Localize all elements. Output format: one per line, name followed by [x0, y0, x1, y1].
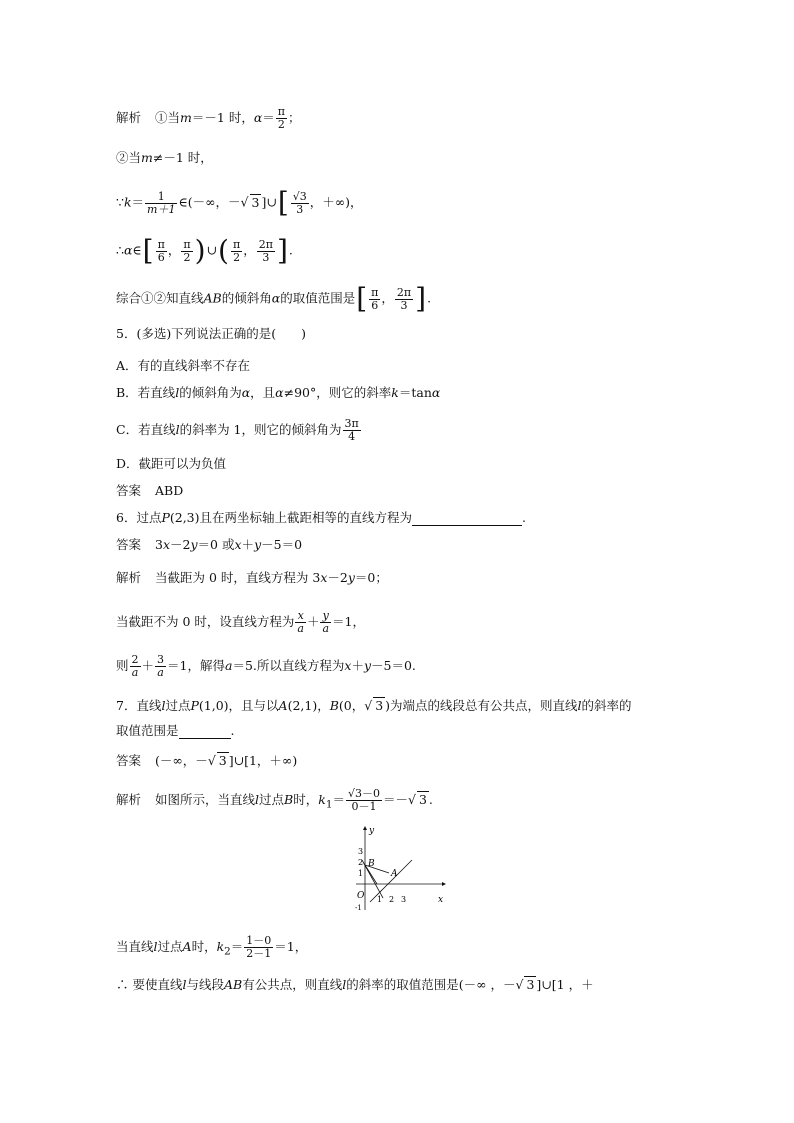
sqrt-radicand: 3	[526, 977, 535, 992]
numerator: 2π	[396, 285, 412, 299]
sqrt-radicand: 3	[375, 698, 384, 713]
origin-label: O	[357, 891, 365, 901]
text: 7．直线	[116, 698, 162, 713]
y-axis-arrow	[363, 826, 367, 830]
text: ，	[243, 242, 256, 258]
var: x	[234, 537, 242, 552]
text: ＝－1 时，	[191, 110, 254, 125]
bracket-left: [	[277, 186, 289, 219]
fraction	[276, 106, 287, 131]
denominator: 2	[183, 250, 191, 264]
text: －2	[170, 537, 191, 552]
text: ＝	[262, 110, 275, 125]
denominator: 2－1	[246, 947, 272, 960]
answer-label: 答案	[116, 537, 142, 552]
var: k	[391, 385, 399, 400]
var: A	[182, 939, 192, 954]
text: ≠－1 时，	[152, 150, 213, 165]
var: a	[224, 658, 233, 673]
text: 当截距为 0 时，直线方程为 3	[155, 570, 321, 585]
text: .	[288, 242, 293, 258]
question-6-solution-2	[116, 610, 365, 635]
var: α	[253, 110, 263, 125]
fraction	[244, 935, 273, 960]
fraction	[155, 654, 166, 679]
answer-value: ABD	[155, 483, 184, 498]
text: ∴	[116, 242, 124, 258]
question-6-solution-1	[116, 570, 388, 586]
answer-blank	[179, 726, 231, 739]
solution-label: 解析	[116, 570, 142, 585]
text: 时，	[293, 792, 319, 807]
fraction	[295, 610, 306, 635]
text: 3	[155, 537, 163, 552]
text: (1,0)，且与以	[198, 698, 279, 713]
x-axis-arrow	[442, 882, 446, 886]
question-7-solution-3: ∴ 要使直线l与线段AB有公共点，则直线l的斜率的取值范围是(－∞ ，－√ 3 ]∪[1 ，＋	[116, 977, 594, 992]
var: y	[363, 658, 372, 673]
question-7-answer: 答案 (－∞，－√ 3 ]∪[1，＋∞)	[116, 753, 298, 768]
denominator: 4	[348, 430, 356, 443]
text: 则	[116, 658, 129, 673]
subscript: 1	[325, 798, 333, 811]
text: ]∪[1，＋∞)	[228, 753, 298, 768]
numerator: π	[183, 237, 191, 251]
text: ]∪	[261, 194, 277, 210]
solution-line-2	[116, 150, 213, 166]
tick-x-2: 2	[389, 895, 395, 904]
var: x	[320, 570, 328, 585]
text: B．若直线	[116, 385, 176, 400]
question-7-title-line-2	[116, 723, 235, 739]
text: 综合①②知直线	[116, 290, 204, 306]
point-b-label: B	[368, 859, 375, 869]
var: l	[255, 792, 260, 807]
text: 过点	[259, 792, 285, 807]
text: 过点	[157, 939, 183, 954]
text: .	[522, 510, 526, 525]
fraction	[257, 239, 275, 264]
var: x	[344, 658, 352, 673]
numerator: 2	[131, 653, 139, 666]
text: 取值范围是	[116, 723, 179, 738]
text: ∈	[132, 242, 142, 258]
bracket: (	[218, 234, 229, 267]
solution-line-5	[116, 282, 432, 315]
denominator: 2	[233, 250, 241, 264]
text: 的斜率为 1，则它的倾斜角为	[179, 422, 342, 437]
fraction	[156, 239, 167, 264]
text: (－∞，－	[155, 753, 208, 768]
denominator: a	[297, 622, 304, 635]
question-6-solution-3	[116, 654, 416, 679]
var: m	[180, 110, 192, 125]
text: ＝1，	[274, 939, 308, 954]
text: ＝	[332, 792, 345, 807]
question-5-option-c	[116, 418, 362, 443]
var: A	[278, 698, 288, 713]
point-a-label: A	[391, 869, 398, 879]
text: ∪	[206, 242, 218, 258]
text: ∵	[116, 194, 124, 210]
numerator: x	[295, 610, 306, 623]
bracket: )	[194, 234, 206, 267]
text: ∴ 要使直线	[116, 977, 183, 992]
denominator: a	[322, 622, 330, 635]
text: 当截距不为 0 时，设直线方程为	[116, 614, 295, 629]
tick-y-neg1: -1	[355, 904, 362, 912]
text: .	[230, 723, 235, 738]
var: l	[175, 385, 180, 400]
bracket: [	[142, 234, 154, 267]
bracket: [	[356, 282, 368, 315]
solution-line-3: ∵k＝ $\frac{1}{m+1}$ ∈(－∞，－√ 3 ]∪[ $\frac{√3}{3}$ ，＋∞)，	[116, 186, 363, 219]
fraction	[145, 191, 177, 216]
var: l	[577, 698, 582, 713]
numerator: π	[232, 237, 241, 251]
text: ＝－	[382, 792, 408, 807]
bracket: ]	[276, 234, 288, 267]
denominator: 6	[157, 250, 165, 264]
text: 的取值范围是	[280, 290, 356, 306]
numerator: √3	[292, 189, 307, 203]
text: 的倾斜角	[221, 290, 272, 306]
question-5-option-a: A．有的直线斜率不存在	[116, 358, 251, 373]
numerator: y	[320, 610, 331, 623]
sqrt-radicand: 3	[251, 194, 260, 210]
var: x	[162, 537, 171, 552]
text: 6．过点	[116, 510, 162, 525]
text: ，	[381, 290, 394, 306]
denominator: a	[157, 666, 164, 679]
var: α	[271, 290, 281, 306]
question-7-solution-2	[116, 935, 307, 960]
var: P	[190, 698, 199, 713]
solution-label: 解析	[116, 110, 142, 125]
var: l	[175, 422, 180, 437]
tick-x-1: 1	[377, 895, 383, 904]
numerator: π	[277, 105, 286, 118]
var: α	[123, 242, 133, 258]
text: ＝0 或	[197, 537, 235, 552]
denominator: 0－1	[351, 800, 377, 813]
question-6-answer	[116, 537, 302, 553]
var: α	[275, 385, 284, 400]
text: －5＝0.	[371, 658, 416, 673]
fraction	[231, 239, 242, 264]
text: 有公共点，则直线	[242, 977, 343, 992]
numerator: π	[371, 285, 379, 299]
text: －2	[327, 570, 348, 585]
answer-blank	[412, 513, 522, 526]
text: .	[428, 792, 433, 807]
numerator: √3－0	[347, 787, 380, 800]
text: ②当	[116, 150, 142, 165]
var: l	[182, 977, 187, 992]
question-5-answer	[116, 483, 183, 499]
var: α	[241, 385, 251, 400]
text: .	[427, 290, 432, 306]
text: 与线段	[186, 977, 224, 992]
tick-y-1: 1	[358, 869, 364, 878]
solution-line-1	[116, 106, 301, 131]
var: B	[329, 698, 339, 713]
numerator: 3π	[344, 417, 359, 430]
fraction	[291, 191, 309, 216]
var: k	[216, 939, 225, 954]
text: ①当	[155, 110, 181, 125]
denominator: 3	[296, 202, 304, 216]
coordinate-figure	[350, 824, 450, 916]
subscript: 2	[224, 945, 231, 958]
answer-label: 答案	[116, 753, 142, 768]
numerator: 1	[145, 191, 177, 204]
solution-label: 解析	[116, 792, 142, 807]
text: ，＋∞)，	[309, 194, 363, 210]
text: ＝1，	[332, 614, 365, 629]
text: ，且	[250, 385, 276, 400]
fraction	[369, 287, 380, 312]
text: ＝5.所以直线方程为	[232, 658, 345, 673]
question-5-option-d: D．截距可以为负值	[116, 456, 227, 471]
numerator: 1－0	[246, 934, 272, 947]
text: (0，	[338, 698, 365, 713]
var: y	[347, 570, 355, 585]
text: ≠90°，则它的斜率	[283, 385, 392, 400]
text: 过点	[165, 698, 191, 713]
y-axis-label: y	[369, 826, 375, 836]
text: C．若直线	[116, 422, 176, 437]
var: l	[153, 939, 158, 954]
text: (2,1)，	[287, 698, 330, 713]
sqrt-radicand: 3	[418, 792, 427, 807]
text: (2,3)且在两坐标轴上截距相等的直线方程为	[169, 510, 413, 525]
var: AB	[224, 977, 243, 992]
numerator: 2π	[258, 237, 273, 251]
text: ，	[167, 242, 181, 258]
tick-y-2: 2	[358, 858, 364, 867]
var: AB	[203, 290, 222, 306]
text: ＝tan	[398, 385, 432, 400]
tick-y-3: 3	[358, 847, 364, 856]
answer-label: 答案	[116, 483, 142, 498]
text: ＝	[131, 194, 145, 210]
var: B	[284, 792, 294, 807]
denominator: 2	[277, 118, 285, 131]
denominator: 6	[371, 298, 379, 312]
text: )为端点的线段总有公共点，则直线	[385, 698, 578, 713]
denominator: 3	[400, 298, 408, 312]
question-7-solution-1: 解析 如图所示，当直线l过点B时，$k_1=$ $\frac{√3-0}{0-1}$ ＝－√ 3 .	[116, 787, 433, 813]
text: 时，	[191, 939, 217, 954]
text: ＝0；	[354, 570, 388, 585]
text: －5＝0	[261, 537, 303, 552]
tick-x-3: 3	[401, 895, 407, 904]
var: k	[123, 194, 132, 210]
fraction	[346, 788, 382, 813]
var: k	[318, 792, 326, 807]
text: ∈(－∞，－	[178, 194, 241, 210]
denominator: a	[131, 666, 139, 679]
text: ]∪[1 ，＋	[536, 977, 594, 992]
var: m	[141, 150, 153, 165]
var: y	[190, 537, 198, 552]
question-7-title-line-1: 7．直线l过点P(1,0)，且与以A(2,1)，B(0，√ 3 )为端点的线段总有公共点，则直线l的斜率的	[116, 698, 632, 713]
var: y	[254, 537, 262, 552]
text: ＋	[241, 537, 255, 552]
var: l	[342, 977, 347, 992]
fraction	[320, 610, 331, 635]
denominator: m＋1	[147, 202, 176, 216]
text: ＋	[351, 658, 364, 673]
text: 的斜率的取值范围是(－∞ ，－	[346, 977, 516, 992]
fraction	[181, 239, 192, 264]
text: ＋	[306, 614, 320, 629]
text: ＝1，解得	[167, 658, 225, 673]
fraction	[130, 654, 141, 679]
question-6-title	[116, 510, 526, 526]
text: 当直线	[116, 939, 154, 954]
var: α	[431, 385, 441, 400]
text: 的斜率的	[581, 698, 632, 713]
numerator: π	[157, 237, 165, 251]
text: ；	[288, 110, 301, 125]
question-5-option-b	[116, 385, 440, 401]
text: ＝	[230, 939, 244, 954]
sqrt-radicand: 3	[218, 753, 227, 768]
denominator: 3	[262, 250, 270, 264]
fraction	[395, 287, 413, 312]
bracket: ]	[415, 282, 427, 315]
var: l	[161, 698, 166, 713]
solution-line-4	[116, 234, 293, 267]
fraction	[343, 418, 361, 443]
text: ＋	[141, 658, 155, 673]
text: 如图所示，当直线	[155, 792, 256, 807]
numerator: 3	[157, 653, 165, 666]
var: P	[161, 510, 170, 525]
question-5-title: 5．(多选)下列说法正确的是( )	[116, 326, 306, 341]
x-axis-label: x	[438, 895, 444, 905]
text: 的倾斜角为	[179, 385, 242, 400]
